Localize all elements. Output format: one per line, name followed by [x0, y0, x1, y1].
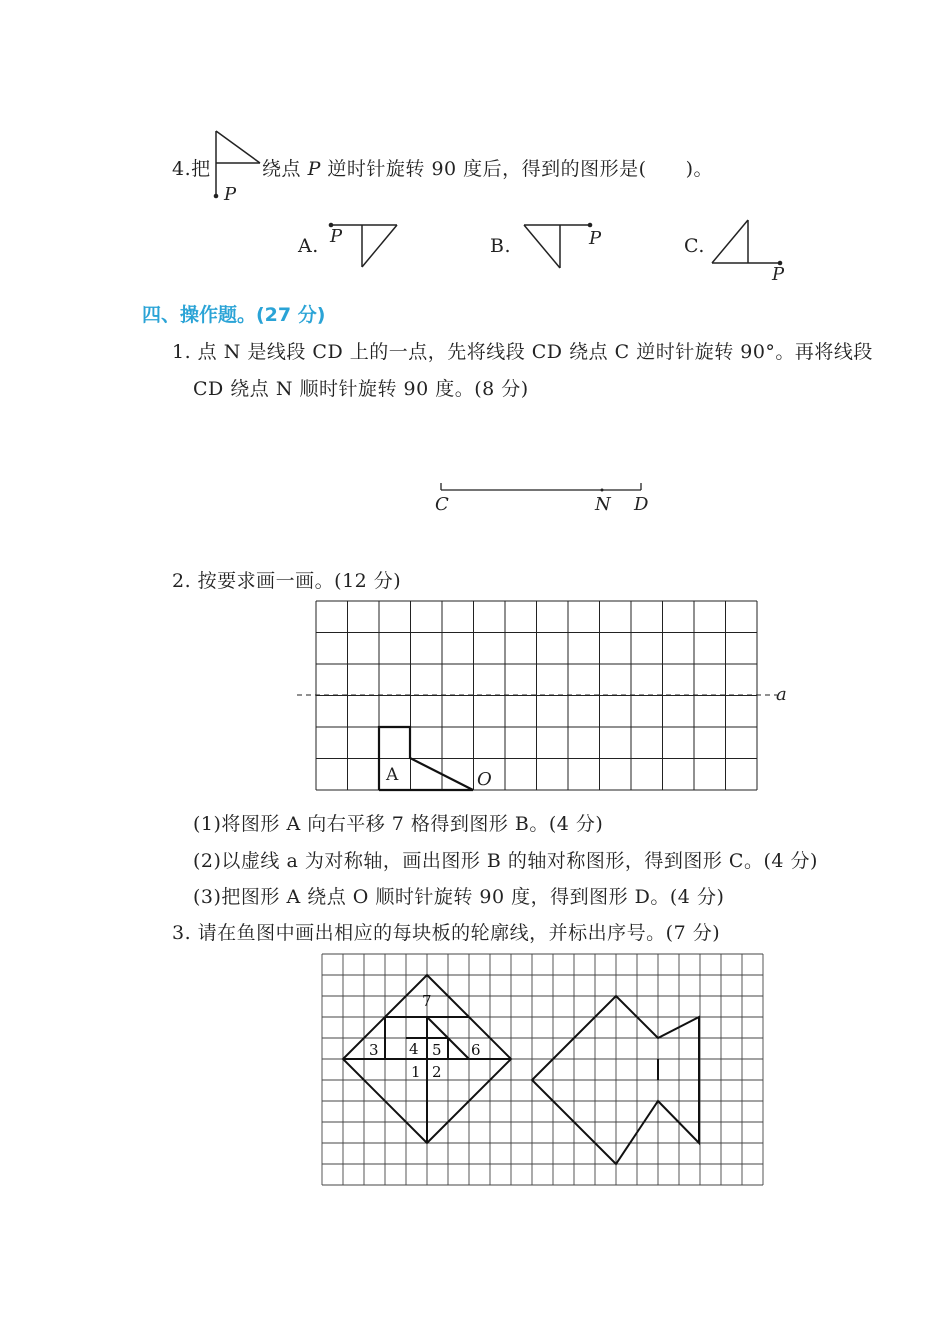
grid-a[interactable]	[297, 600, 797, 795]
piece-3: 3	[369, 1041, 379, 1059]
piece-5: 5	[432, 1041, 442, 1059]
q4-number: 4.把	[172, 158, 211, 180]
option-b-label[interactable]: B.	[490, 235, 512, 257]
piece-7: 7	[422, 992, 432, 1010]
label-c: C	[435, 494, 449, 515]
grid-fish[interactable]	[321, 954, 766, 1189]
label-n: N	[595, 494, 611, 515]
p1-line1: 1. 点 N 是线段 CD 上的一点，先将线段 CD 绕点 C 逆时针旋转 90°。再将线段	[172, 341, 873, 363]
piece-1: 1	[411, 1063, 421, 1081]
shape-a-label: A	[386, 765, 399, 785]
option-c-point: P	[772, 264, 785, 285]
p1-line2: CD 绕点 N 顺时针旋转 90 度。(8 分)	[193, 378, 529, 400]
option-a-point: P	[330, 226, 343, 247]
q4-point-label: P	[224, 184, 237, 205]
q4-text: 绕点 P 逆时针旋转 90 度后，得到的图形是( )。	[262, 158, 713, 180]
p2-sub2: (2)以虚线 a 为对称轴，画出图形 B 的轴对称图形，得到图形 C。(4 分)	[193, 850, 818, 872]
piece-6: 6	[471, 1041, 481, 1059]
p2-sub3: (3)把图形 A 绕点 O 顺时针旋转 90 度，得到图形 D。(4 分)	[193, 886, 725, 908]
piece-2: 2	[432, 1063, 442, 1081]
section-title: 四、操作题。(27 分)	[142, 304, 326, 326]
segment-cd	[435, 478, 655, 518]
p3-title: 3. 请在鱼图中画出相应的每块板的轮廓线，并标出序号。(7 分)	[172, 922, 721, 944]
option-c-figure[interactable]	[708, 216, 788, 271]
piece-4: 4	[409, 1040, 419, 1058]
option-b-point: P	[589, 228, 602, 249]
p2-sub1: (1)将图形 A 向右平移 7 格得到图形 B。(4 分)	[193, 813, 604, 835]
option-c-label[interactable]: C.	[684, 235, 705, 257]
option-a-label[interactable]: A.	[298, 235, 319, 257]
label-d: D	[634, 494, 649, 515]
point-o-label: O	[477, 769, 492, 790]
p2-title: 2. 按要求画一画。(12 分)	[172, 570, 402, 592]
option-b-figure[interactable]	[520, 218, 600, 273]
axis-a-label: a	[776, 684, 787, 705]
